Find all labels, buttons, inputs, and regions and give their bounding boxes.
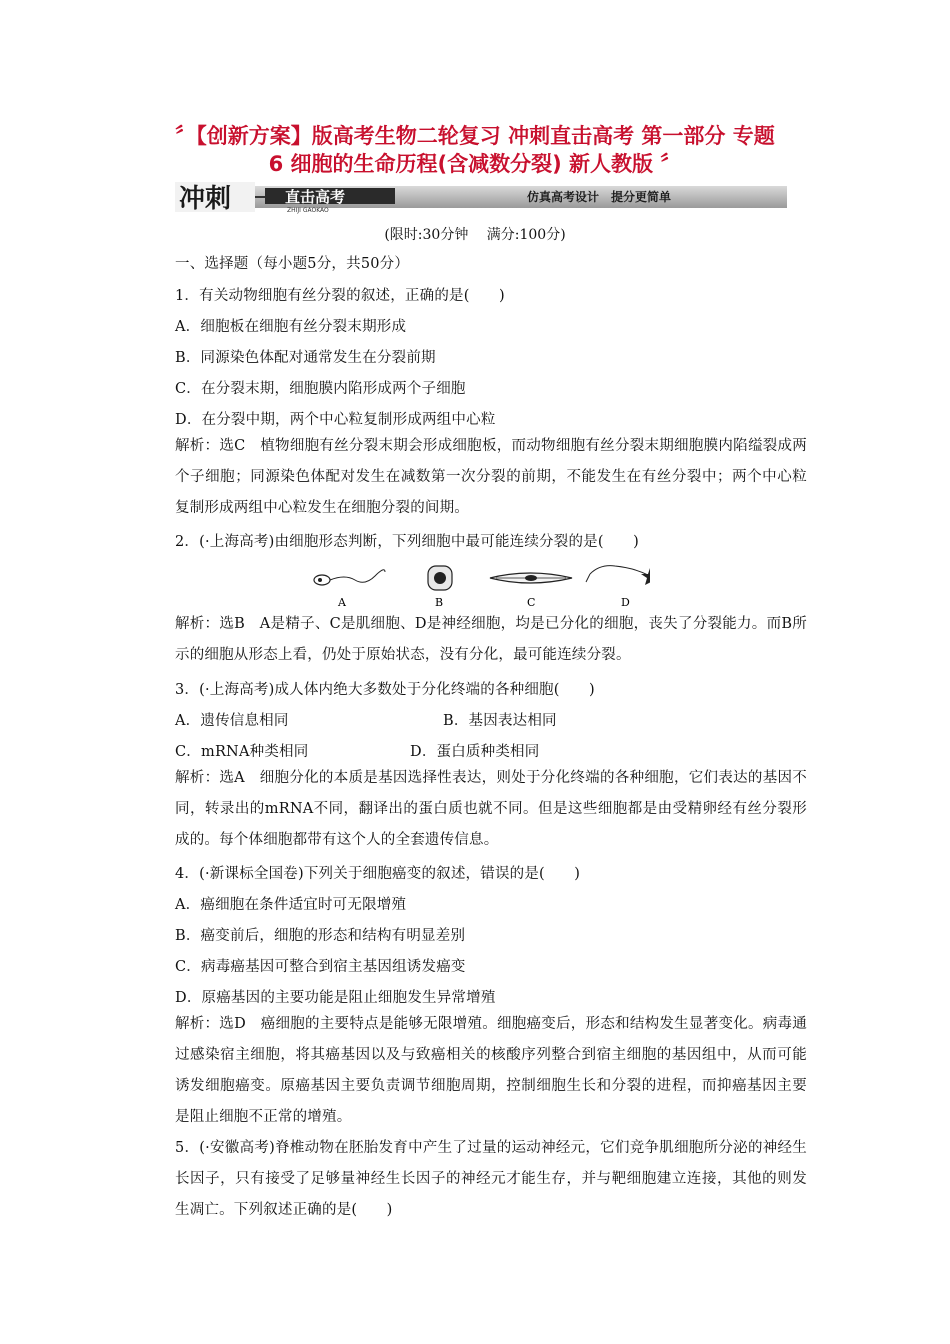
question-1-option-d: D．在分裂中期，两个中心粒复制形成两组中心粒 (175, 412, 496, 428)
figure-label-c: C (527, 596, 536, 609)
question-1-option-c: C．在分裂末期，细胞膜内陷形成两个子细胞 (175, 381, 466, 397)
muscle-cell-drawing (490, 573, 572, 583)
question-2-analysis: 解析：选B A是精子、C是肌细胞、D是神经细胞，均是已分化的细胞，丧失了分裂能力。而B所示的细胞从形态上看，仍处于原始状态，没有分化，最可能连续分裂。 (175, 616, 807, 663)
figure-label-b: B (435, 596, 444, 609)
question-1-option-a: A．细胞板在细胞有丝分裂末期形成 (175, 319, 407, 335)
time-score-info: (限时:30分钟 满分:100分) (384, 227, 566, 243)
figure-label-a: A (338, 596, 346, 609)
question-4-option-c: C．病毒癌基因可整合到宿主基因组诱发癌变 (175, 959, 466, 975)
question-3-option-d: D．蛋白质种类相同 (410, 744, 540, 760)
section-heading: 一、选择题（每小题5分，共50分） (175, 256, 410, 272)
question-3-option-b: B．基因表达相同 (443, 713, 557, 729)
question-4-option-a: A．癌细胞在条件适宜时可无限增殖 (175, 897, 407, 913)
figure-label-d: D (621, 596, 630, 609)
cell-shapes-figure (300, 560, 650, 612)
question-5-stem: 5．(·安徽高考)脊椎动物在胚胎发育中产生了过量的运动神经元，它们竞争肌细胞所分泌的神经生长因子，只有接受了足够量神经生长因子的神经元才能生存，并与靶细胞建立连接，其他的则发生凋亡。下列叙述正确的是( ) (175, 1140, 807, 1218)
section-banner (175, 180, 787, 214)
document-title (130, 122, 820, 178)
banner-sub-text: 直击高考 (285, 188, 346, 206)
question-3-analysis: 解析：选A 细胞分化的本质是基因选择性表达，则处于分化终端的各种细胞，它们表达的基因不同，转录出的mRNA不同，翻译出的蛋白质也就不同。但是这些细胞都是由受精卵经有丝分裂形成的。每个体细胞都带有这个人的全套遗传信息。 (175, 770, 807, 848)
round-cell-drawing (428, 566, 452, 590)
question-1-stem: 1．有关动物细胞有丝分裂的叙述，正确的是( ) (175, 288, 505, 304)
title-line-2: 6 细胞的生命历程(含减数分裂) 新人教版 〞 (268, 152, 682, 176)
question-3-stem: 3．(·上海高考)成人体内绝大多数处于分化终端的各种细胞( ) (175, 682, 595, 698)
title-line-1: 〞【创新方案】版高考生物二轮复习 冲刺直击高考 第一部分 专题 (175, 124, 775, 148)
banner-main-text: 冲刺 (179, 184, 232, 214)
banner-pinyin: ZHIJI GAOKAO (287, 207, 329, 214)
banner-slogan: 仿真高考设计 提分更简单 (527, 190, 672, 204)
neuron-cell-drawing (586, 566, 650, 588)
question-1-analysis: 解析：选C 植物细胞有丝分裂末期会形成细胞板，而动物细胞有丝分裂末期细胞膜内陷缢裂成两个子细胞；同源染色体配对发生在减数第一次分裂的前期，不能发生在有丝分裂中；两个中心粒复制形成两组中心粒发生在细胞分裂的间期。 (175, 438, 807, 516)
question-4-option-b: B．癌变前后，细胞的形态和结构有明显差别 (175, 928, 466, 944)
sperm-cell-drawing (314, 570, 385, 585)
question-3-option-c: C．mRNA种类相同 (175, 744, 309, 760)
question-4-option-d: D．原癌基因的主要功能是阻止细胞发生异常增殖 (175, 990, 496, 1006)
question-4-analysis: 解析：选D 癌细胞的主要特点是能够无限增殖。细胞癌变后，形态和结构发生显著变化。病毒通过感染宿主细胞，将其癌基因以及与致癌相关的核酸序列整合到宿主细胞的基因组中，从而可能诱发细胞癌变。原癌基因主要负责调节细胞周期，控制细胞生长和分裂的进程，而抑癌基因主要是阻止细胞不正常的增殖。 (175, 1016, 807, 1125)
question-2-stem: 2．(·上海高考)由细胞形态判断，下列细胞中最可能连续分裂的是( ) (175, 534, 639, 550)
question-1-option-b: B．同源染色体配对通常发生在分裂前期 (175, 350, 436, 366)
question-4-stem: 4．(·新课标全国卷)下列关于细胞癌变的叙述，错误的是( ) (175, 866, 581, 882)
question-3-option-a: A．遗传信息相同 (175, 713, 289, 729)
